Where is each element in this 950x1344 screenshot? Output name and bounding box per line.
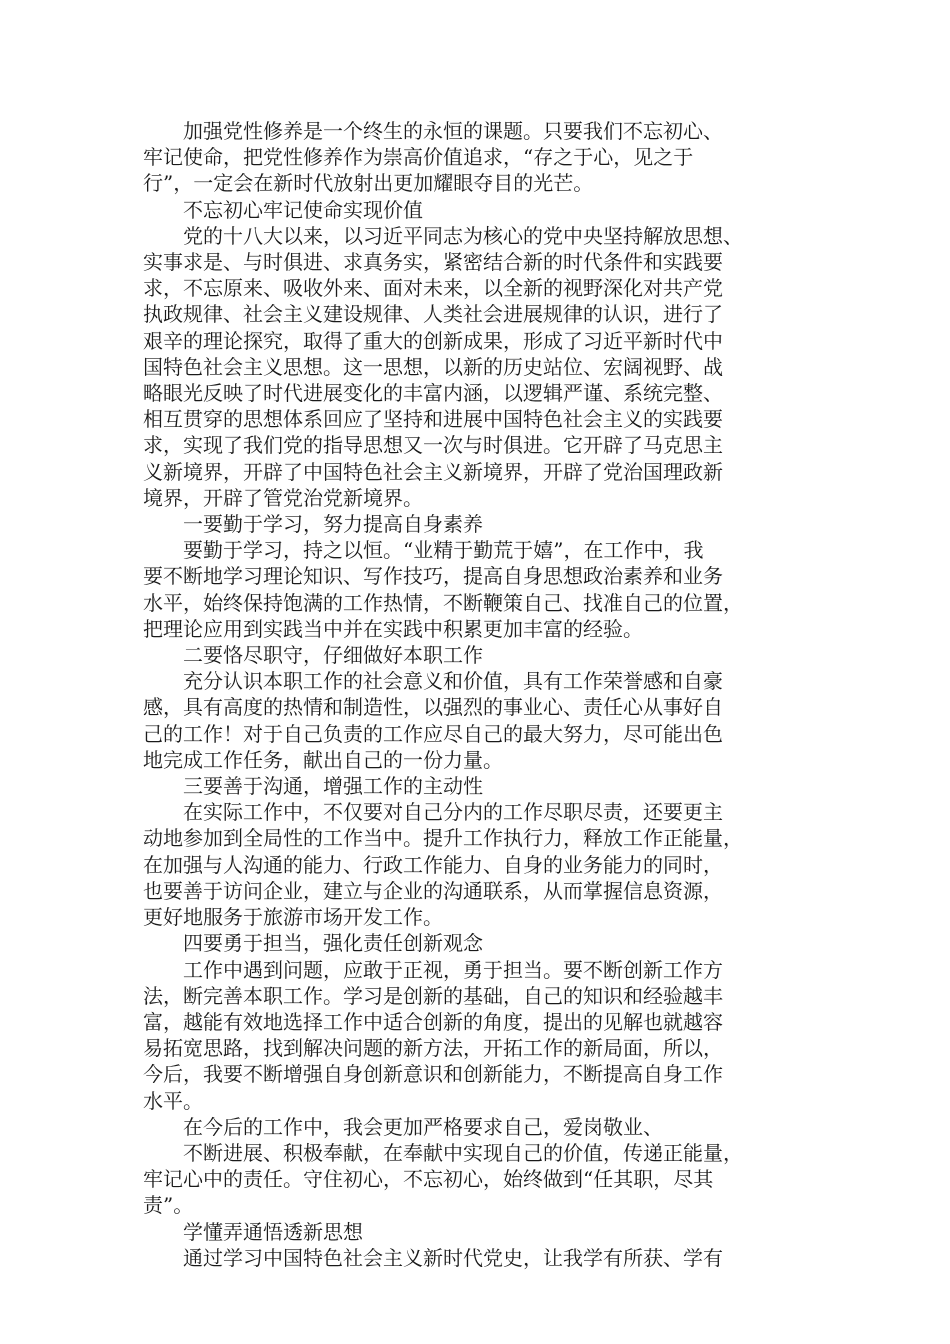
paragraph: 工作中遇到问题，应敢于正视，勇于担当。要不断创新工作方 法，断完善本职工作。学习是创新的基础，自己的知识和经验越丰 富，越能有效地选择工作中适合创新的角度，提出的见解也就越容 易拓宽思路，找到解决问题的新方法，开拓工作的新局面，所以， 今后，我要不断增强自身创新意识和创新能力，不断提高自身工作 水平。 — [143, 957, 723, 1113]
section-heading: 一要勤于学习，努力提高自身素养 — [183, 512, 483, 537]
section-heading: 二要恪尽职守，仔细做好本职工作 — [183, 643, 483, 668]
paragraph: 充分认识本职工作的社会意义和价值，具有工作荣誉感和自豪 感，具有高度的热情和制造性，以强烈的事业心、责任心从事好自 己的工作！对于自己负责的工作应尽自己的最大努力，尽可能出色 地完成工作任务，献出自己的一份力量。 — [143, 669, 723, 772]
section-heading: 学懂弄通悟透新思想 — [183, 1219, 363, 1244]
paragraph: 要勤于学习，持之以恒。“业精于勤荒于嬉”，在工作中，我 要不断地学习理论知识、写作技巧，提高自身思想政治素养和业务 水平，始终保持饱满的工作热情，不断鞭策自己、找准自己的位置， 把理论应用到实践当中并在实践中积累更加丰富的经验。 — [143, 538, 743, 641]
paragraph: 通过学习中国特色社会主义新时代党史，让我学有所获、学有 — [183, 1245, 723, 1270]
section-heading: 不忘初心牢记使命实现价值 — [183, 197, 423, 222]
document-body — [143, 118, 807, 1271]
paragraph: 在实际工作中，不仅要对自己分内的工作尽职尽责，还要更主 动地参加到全局性的工作当中。提升工作执行力，释放工作正能量， 在加强与人沟通的能力、行政工作能力、自身的业务能力的同时， 也要善于访问企业，建立与企业的沟通联系，从而掌握信息资源， 更好地服务于旅游市场开发工作。 — [143, 800, 743, 930]
section-heading: 三要善于沟通，增强工作的主动性 — [183, 774, 483, 799]
section-heading: 四要勇于担当，强化责任创新观念 — [183, 931, 483, 956]
paragraph: 党的十八大以来，以习近平同志为核心的党中央坚持解放思想、 实事求是、与时俱进、求真务实，紧密结合新的时代条件和实践要 求，不忘原来、吸收外来、面对未来，以全新的视野深化对共产党 执政规律、社会主义建设规律、人类社会进展规律的认识，进行了 艰辛的理论探究，取得了重大的创新成果，形成了习近平新时代中 国特色社会主义思想。这一思想，以新的历史站位、宏阔视野、战 略眼光反映了时代进展变化的丰富内涵，以逻辑严谨、系统完整、 相互贯穿的思想体系回应了坚持和进展中国特色社会主义的实践要 求，实现了我们党的指导思想又一次与时俱进。它开辟了马克思主 义新境界，开辟了中国特色社会主义新境界，开辟了党治国理政新 境界，开辟了管党治党新境界。 — [143, 223, 743, 510]
paragraph: 在今后的工作中，我会更加严格要求自己，爱岗敬业、 — [183, 1114, 663, 1139]
paragraph: 不断进展、积极奉献，在奉献中实现自己的价值，传递正能量， 牢记心中的责任。守住初心，不忘初心，始终做到“任其职，尽其 责”。 — [143, 1140, 743, 1218]
paragraph: 加强党性修养是一个终生的永恒的课题。只要我们不忘初心、 牢记使命，把党性修养作为崇高价值追求，“存之于心，见之于 行”，一定会在新时代放射出更加耀眼夺目的光芒。 — [143, 119, 723, 196]
